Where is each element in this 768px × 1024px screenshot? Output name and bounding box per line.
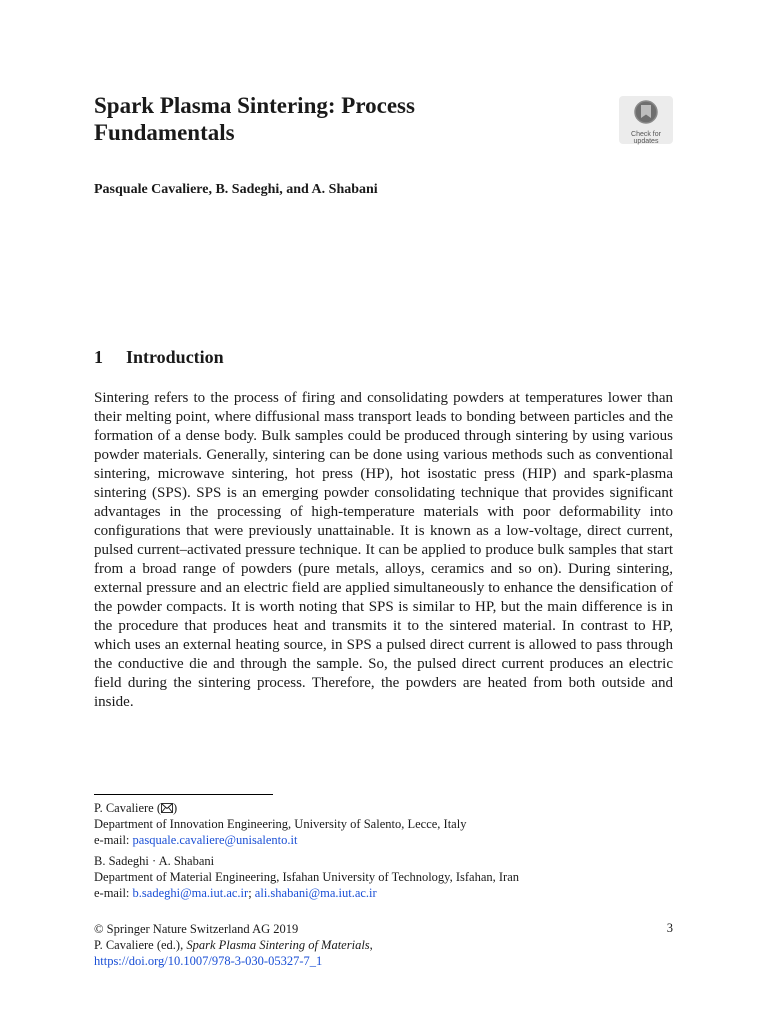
badge-label: Check for updates (631, 131, 661, 145)
publication-footer: © Springer Nature Switzerland AG 2019 P. Cavaliere (ed.), Spark Plasma Sintering of Materials, https://doi.org/10.1007/978-3-030-05327-7_1 (94, 921, 673, 969)
author-names: B. Sadeghi · A. Shabani (94, 854, 215, 868)
section-title: Introduction (126, 347, 224, 367)
email-link[interactable]: b.sadeghi@ma.iut.ac.ir (132, 886, 249, 900)
section-number: 1 (94, 347, 103, 367)
check-for-updates-badge[interactable] (619, 96, 673, 144)
copyright: © Springer Nature Switzerland AG 2019 (94, 922, 299, 936)
doi-link[interactable]: https://doi.org/10.1007/978-3-030-05327-7_1 (94, 954, 323, 968)
body-paragraph: Sintering refers to the process of firing and consolidating powders at temperatures lower than their melting point, where diffusional mass transport leads to bonding between particles and the formation of a dense body. Bulk samples could be produced through sintering by using various powder materials. Generally, sintering can be done using various methods such as conventional sintering, microwave sintering, hot press (HP), hot isostatic press (HIP) and spark-plasma sintering (SPS). SPS is an emerging powder consolidating technique that provides significant advantages in the processing of high-temperature materials with poor deformability into configurations that were previously unattainable. It is known as a low-voltage, direct current, pulsed current–activated pressure technique. It can be applied to produce bulk samples that start from a broad range of powders (pure metals, alloys, ceramics and so on). During sintering, external pressure and an electric field are applied simultaneously to enhance the densification of the powder compacts. It is worth noting that SPS is similar to HP, but the main difference is in the procedure that produces heat and transmits it to the sintered material. In contrast to HP, which uses an external heating source, in SPS a pulsed direct current is allowed to pass through the conductive die and through the sample. So, the pulsed direct current produces an electric field during the sintering process. Therefore, the powders are heated from both outside and inside. (94, 390, 673, 710)
envelope-icon (161, 803, 173, 813)
email-label: e-mail: (94, 886, 130, 900)
affiliation: Department of Material Engineering, Isfahan University of Technology, Isfahan, Iran (94, 870, 520, 884)
editor-credit: P. Cavaliere (ed.), (94, 938, 184, 952)
check-for-updates-icon (633, 99, 659, 125)
section-heading (94, 347, 224, 368)
author-list: Pasquale Cavaliere, B. Sadeghi, and A. Shabani (94, 182, 378, 197)
email-label: e-mail: (94, 833, 130, 847)
book-title: Spark Plasma Sintering of Materials (186, 938, 370, 952)
affiliation: Department of Innovation Engineering, University of Salento, Lecce, Italy (94, 817, 467, 831)
page-number: 3 (666, 921, 673, 935)
author-footnote-2: B. Sadeghi · A. Shabani Department of Material Engineering, Isfahan University of Technology, Isfahan, Iran e-mail: b.sadeghi@ma.iut.ac.ir; ali.shabani@ma.iut.ac.ir (94, 853, 694, 901)
chapter-title: Spark Plasma Sintering: Process Fundamentals (94, 93, 415, 145)
email-link[interactable]: ali.shabani@ma.iut.ac.ir (254, 886, 377, 900)
author-footnote-1: P. Cavaliere ( ) Department of Innovation Engineering, University of Salento, Lecce, Italy e-mail: pasquale.cavaliere@unisalento.it (94, 800, 694, 848)
email-link[interactable]: pasquale.cavaliere@unisalento.it (132, 833, 298, 847)
footnote-divider (94, 794, 273, 795)
author-name: P. Cavaliere (94, 801, 154, 815)
